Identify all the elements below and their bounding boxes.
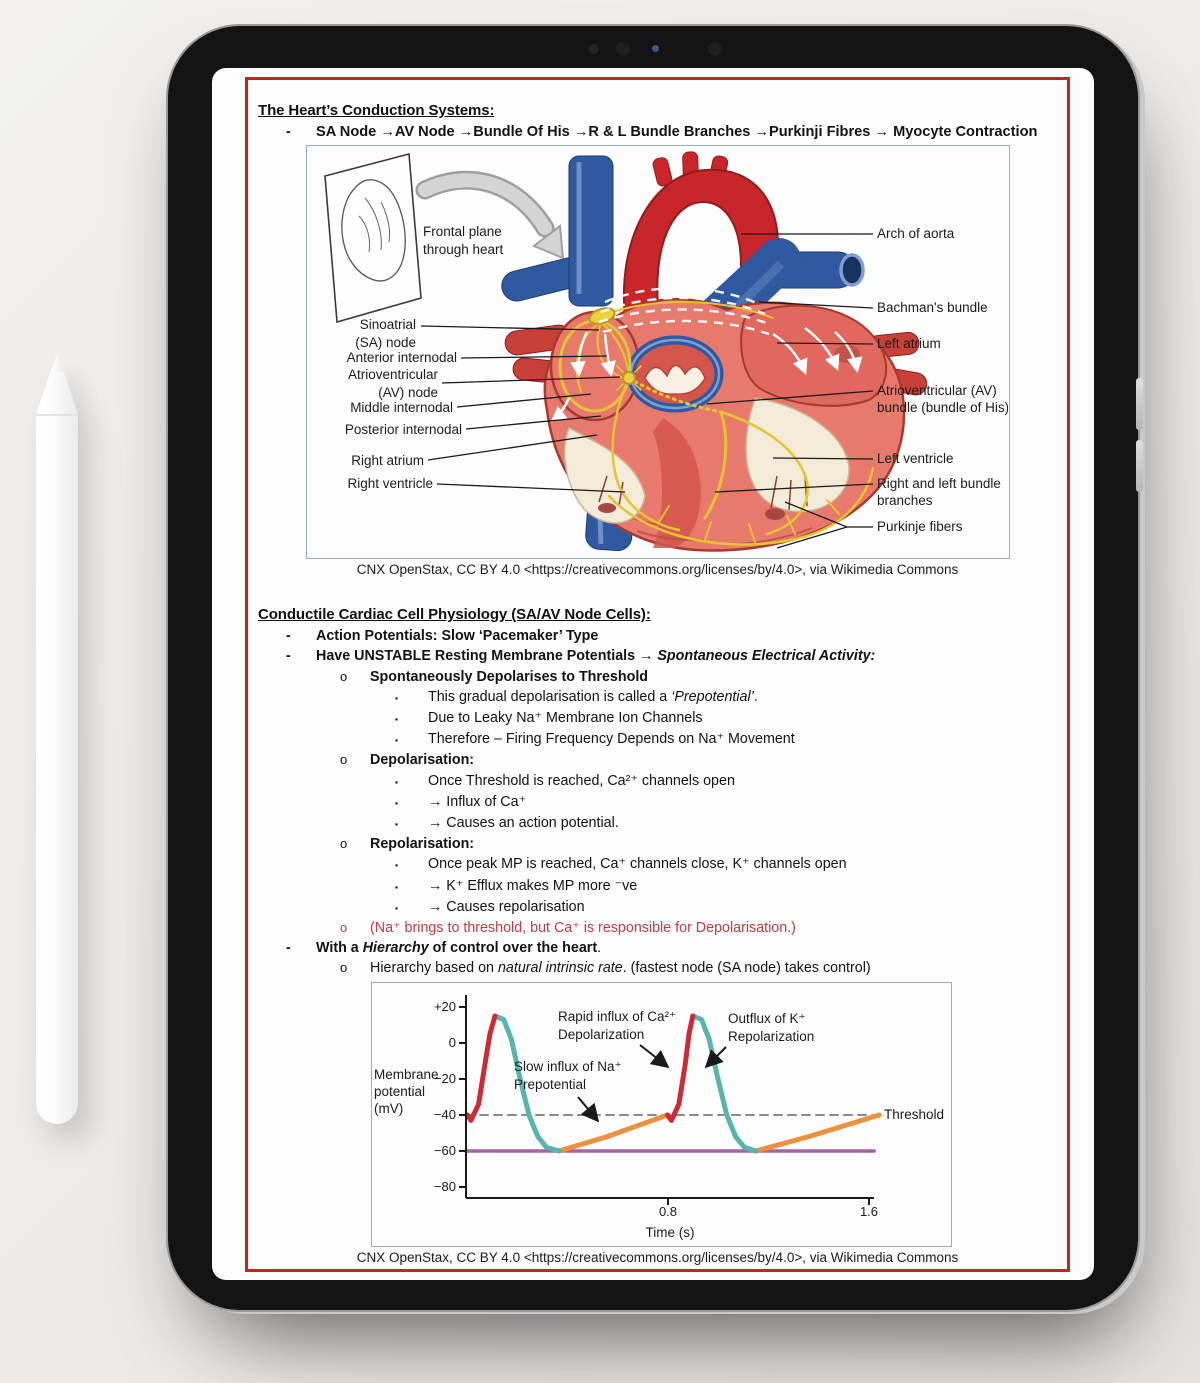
label-posterior-internodal: Posterior internodal — [344, 422, 462, 438]
note-line: ▪ → Influx of Ca⁺ — [395, 792, 1067, 813]
label-sa-node: Sinoatrial — [359, 317, 416, 333]
annotation-rapid-influx: Rapid influx of Ca²⁺ — [558, 1008, 677, 1024]
svg-text:−20: −20 — [433, 1070, 456, 1086]
pulmonary-valve — [631, 340, 719, 408]
section-heading-conduction: The Heart’s Conduction Systems: — [258, 102, 495, 119]
note-line: - Action Potentials: Slow ‘Pacemaker’ Type — [286, 626, 1067, 646]
square-bullet: ▪ — [395, 776, 399, 787]
sensor-dot-icon — [589, 44, 599, 54]
series-depolarization-1 — [467, 1016, 495, 1120]
indicator-dot-icon — [652, 45, 659, 52]
dash-bullet: - — [286, 940, 291, 957]
label-left-ventricle: Left ventricle — [877, 451, 954, 467]
camera-lens-icon — [616, 42, 630, 56]
svg-text:potential: potential — [374, 1083, 426, 1099]
annotation-slow-influx: Slow influx of Na⁺ — [514, 1058, 622, 1074]
dash-bullet: - — [286, 124, 291, 140]
annotation-outflux: Outflux of K⁺ — [728, 1010, 806, 1026]
dash-bullet: - — [286, 648, 291, 665]
square-bullet: ▪ — [395, 902, 399, 913]
svg-text:−80: −80 — [433, 1178, 456, 1194]
pencil-cone — [36, 372, 78, 414]
label-anterior-internodal: Anterior internodal — [346, 350, 457, 366]
figure1-attribution: CNX OpenStax, CC BY 4.0 <https://creativecommons.org/licenses/by/4.0>, via Wikimedia Commons — [356, 562, 959, 578]
heart-illustration — [499, 152, 929, 552]
note-line-red: o (Na⁺ brings to threshold, but Ca⁺ is responsible for Depolarisation.) — [340, 918, 1067, 938]
inset-label: Frontal plane — [423, 224, 502, 240]
note-line: o Hierarchy based on natural intrinsic rate. (fastest node (SA node) takes control) — [340, 958, 1067, 978]
note-line: ▪ Once peak MP is reached, Ca⁺ channels close, K⁺ channels open — [395, 854, 1067, 875]
volume-up-button[interactable] — [1136, 378, 1143, 430]
square-bullet: ▪ — [395, 692, 399, 703]
svg-text:0.8: 0.8 — [658, 1203, 678, 1219]
svg-text:0: 0 — [448, 1034, 456, 1050]
note-line: ▪ Therefore – Firing Frequency Depends on Na⁺ Movement — [395, 729, 1067, 750]
x-axis-label: Time (s) — [645, 1224, 695, 1240]
note-line: o Spontaneously Depolarises to Threshold — [340, 667, 1067, 687]
series-depolarization-2 — [668, 1016, 693, 1120]
series-prepotential-2 — [756, 1115, 880, 1151]
note-line: o Depolarisation: — [340, 750, 1067, 770]
circle-bullet: o — [340, 960, 348, 976]
svg-text:bundle (bundle of His): bundle (bundle of His) — [877, 400, 1008, 416]
svg-text:(AV) node: (AV) node — [378, 385, 438, 401]
pacemaker-chart-box — [371, 982, 952, 1247]
tablet-device — [168, 26, 1138, 1310]
note-line: ▪ This gradual depolarisation is called a ‘Prepotential’. — [395, 687, 1067, 708]
chart-annotations — [514, 1009, 944, 1122]
square-bullet: ▪ — [395, 881, 399, 892]
label-right-ventricle: Right ventricle — [347, 476, 433, 492]
circle-bullet: o — [340, 752, 348, 768]
square-bullet: ▪ — [395, 797, 399, 808]
label-bachmans-bundle: Bachman's bundle — [877, 300, 988, 316]
svg-text:through heart: through heart — [423, 242, 504, 258]
camera-lens-icon — [708, 42, 722, 56]
conduction-flow-line: - SA Node →AV Node →Bundle Of His →R & L Bundle Branches →Purkinji Fibres → Myocyte Contraction — [286, 122, 1067, 142]
note-line: - Have UNSTABLE Resting Membrane Potentials → Spontaneous Electrical Activity: — [286, 646, 1067, 666]
membrane-potential-chart — [372, 983, 950, 1245]
square-bullet: ▪ — [395, 735, 399, 746]
svg-text:Repolarization: Repolarization — [728, 1028, 815, 1044]
chart-attribution: CNX OpenStax, CC BY 4.0 <https://creativecommons.org/licenses/by/4.0>, via Wikimedia Commons — [356, 1249, 959, 1265]
series-prepotential-1 — [559, 1115, 667, 1151]
chart-axes — [459, 995, 874, 1205]
note-line: ▪ → Causes repolarisation — [395, 897, 1067, 918]
label-av-node: Atrioventricular — [347, 367, 438, 383]
tablet-screen — [212, 68, 1094, 1280]
pencil-body — [36, 416, 78, 1124]
svg-text:Depolarization: Depolarization — [558, 1026, 645, 1042]
svg-text:−40: −40 — [433, 1106, 456, 1122]
dash-bullet: - — [286, 628, 291, 645]
square-bullet: ▪ — [395, 860, 399, 871]
notes-page — [245, 77, 1070, 1272]
y-axis-label: Membrane — [374, 1066, 439, 1082]
circle-bullet: o — [340, 920, 348, 936]
circle-bullet: o — [340, 836, 348, 852]
axis-titles — [374, 1067, 695, 1240]
svg-text:−60: −60 — [433, 1142, 456, 1158]
note-line: ▪ → Causes an action potential. — [395, 813, 1067, 834]
frontal-plane-inset — [325, 154, 421, 322]
label-arch-of-aorta: Arch of aorta — [877, 226, 955, 242]
annotation-threshold: Threshold — [884, 1106, 945, 1122]
front-camera-cluster — [168, 41, 1138, 55]
note-line: ▪ → K⁺ Efflux makes MP more ⁻ve — [395, 876, 1067, 897]
heart-figure-box — [306, 145, 1010, 559]
circle-bullet: o — [340, 668, 348, 684]
note-line: - With a Hierarchy of control over the heart. — [286, 938, 1067, 958]
volume-down-button[interactable] — [1136, 440, 1143, 492]
svg-text:Prepotential: Prepotential — [514, 1076, 587, 1092]
svg-text:1.6: 1.6 — [859, 1203, 879, 1219]
note-line: ▪ Once Threshold is reached, Ca²⁺ channels open — [395, 771, 1067, 792]
note-line: o Repolarisation: — [340, 834, 1067, 854]
svg-text:(SA) node: (SA) node — [355, 335, 416, 351]
square-bullet: ▪ — [395, 819, 399, 830]
label-middle-internodal: Middle internodal — [350, 400, 453, 416]
right-atrium-region — [551, 312, 639, 420]
svg-text:branches: branches — [877, 493, 933, 509]
section-heading-cell-physiology: Conductile Cardiac Cell Physiology (SA/AV Node Cells): — [258, 606, 651, 624]
label-right-atrium: Right atrium — [351, 453, 424, 469]
heart-conduction-figure — [307, 146, 1008, 557]
label-purkinje-fibers: Purkinje fibers — [877, 519, 963, 535]
pencil-tip — [51, 354, 64, 372]
superior-vena-cava — [569, 156, 613, 306]
svg-text:(mV): (mV) — [374, 1100, 404, 1116]
label-bundle-branches: Right and left bundle — [877, 476, 1001, 492]
label-left-atrium: Left atrium — [877, 336, 941, 352]
square-bullet: ▪ — [395, 714, 399, 725]
label-av-bundle: Atrioventricular (AV) — [877, 383, 997, 399]
note-line: ▪ Due to Leaky Na⁺ Membrane Ion Channels — [395, 708, 1067, 729]
apple-pencil — [36, 354, 78, 1124]
svg-text:+20: +20 — [433, 998, 456, 1014]
